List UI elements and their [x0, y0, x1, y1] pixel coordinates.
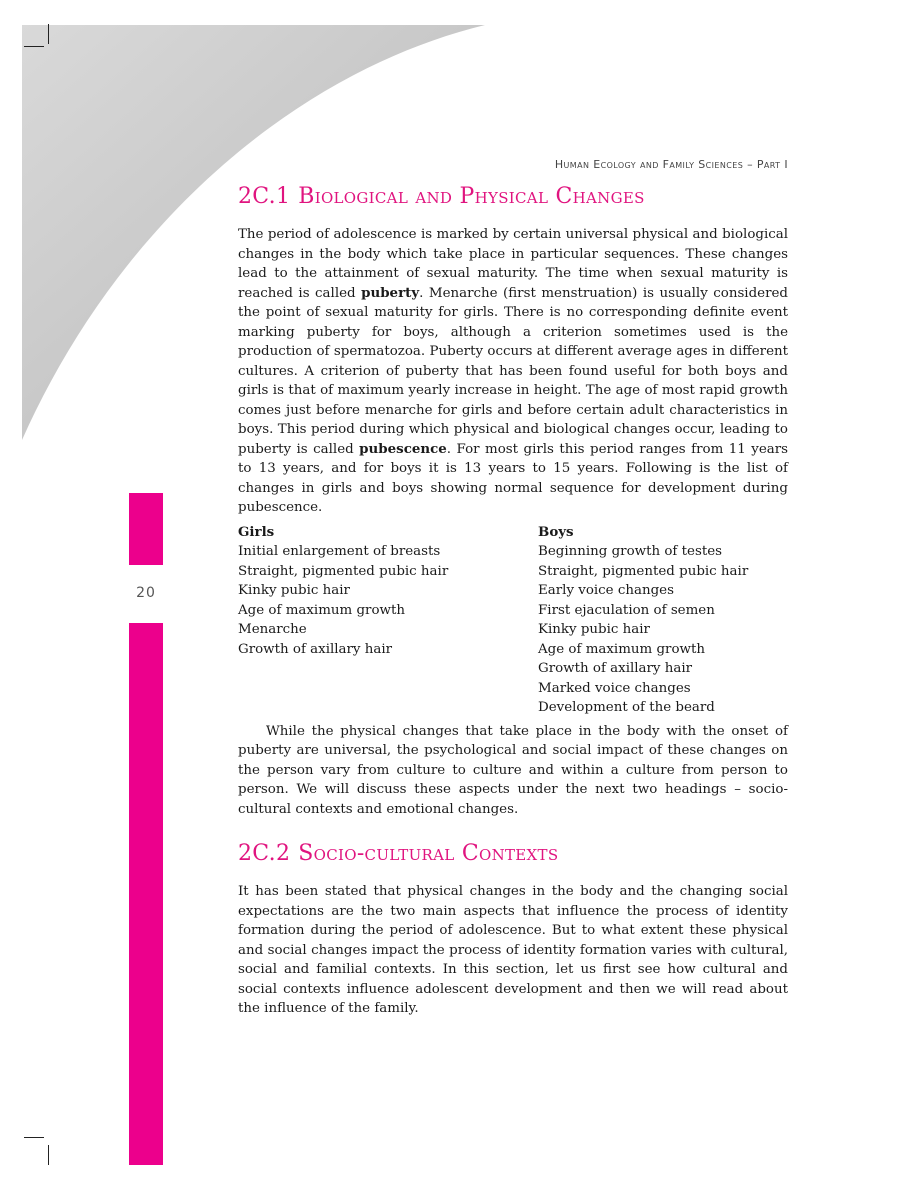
list-item: Straight, pigmented pubic hair — [238, 563, 449, 579]
list-item: Development of the beard — [538, 700, 715, 715]
body-paragraph: It has been stated that physical changes in the body and the changing social expectations are the two main aspects that influence the process of identity formation during the period of adolescence. But to what extent these physical and social changes impact the process of identity formation varies with cultural, social and familial contexts. In this section, let us first see how cultural and social contexts influence adolescent development and then we will read about the influence of the family. — [238, 884, 788, 1016]
pubescence-changes-lists — [238, 523, 788, 718]
crop-mark-top-left-v — [48, 24, 49, 44]
body-paragraph: While the physical changes that take place in the body with the onset of puberty are universal, the psychological and social impact of these changes on the person vary from culture to culture and within a culture from person to person. We will discuss these aspects under the next two headings – socio-cultural contexts and emotional changes. — [238, 723, 788, 817]
section-title: Socio-cultural Contexts — [298, 841, 559, 866]
key-term-pubescence: pubescence — [359, 440, 447, 457]
girls-list-heading: Girls — [238, 523, 275, 540]
page-number: 20 — [136, 585, 156, 601]
boys-list-heading: Boys — [538, 523, 574, 540]
running-head: Human Ecology and Family Sciences – Part I — [554, 158, 788, 171]
crop-mark-bottom-left-h — [24, 1137, 44, 1138]
crop-mark-top-left-h — [24, 46, 44, 47]
body-paragraph: The period of adolescence is marked by certain universal physical and biological changes in the body which take place in particular sequences. These changes lead to the attainment of sexual maturity. The time when sexual maturity is reached is called puberty. Menarche (first menstruation) is usually considered the point of sexual maturity for girls. There is no corresponding definite event marking puberty for boys, although a criterion sometimes used is the production of spermatozoa. Puberty occurs at different average ages in different cultures. A criterion of puberty that has been found useful for both boys and girls is that of maximum yearly increase in height. The age of most rapid growth comes just before menarche for girls and before certain adult characteristics in boys. This period during which physical and biological changes occur, leading to puberty is called pubescence. For most girls this period ranges from 11 years to 13 years, and for boys it is 13 years to 15 years. Following is the list of changes in girls and boys showing normal sequence for development during pubescence. — [238, 227, 788, 515]
girls-list — [238, 523, 538, 718]
list-item: Beginning growth of testes — [538, 544, 722, 559]
list-item: Straight, pigmented pubic hair — [538, 563, 749, 579]
list-item: Age of maximum growth — [538, 641, 705, 657]
margin-color-bar-lower — [129, 623, 163, 1165]
section-title: Biological and Physical Changes — [298, 184, 645, 209]
boys-list — [538, 523, 788, 718]
list-item: Kinky pubic hair — [538, 622, 650, 637]
list-item: Age of maximum growth — [238, 602, 405, 618]
crop-mark-bottom-left-v — [48, 1145, 49, 1165]
list-item: Menarche — [238, 622, 307, 637]
key-term-puberty: puberty — [361, 284, 420, 301]
section-number: 2C.2 — [238, 841, 291, 866]
section-heading-2 — [238, 841, 788, 866]
list-item: Marked voice changes — [538, 680, 691, 696]
margin-color-bar-upper — [129, 493, 163, 565]
list-item: Growth of axillary hair — [538, 661, 693, 676]
page-content — [238, 184, 788, 1019]
section-heading-1 — [238, 184, 788, 209]
list-item: Growth of axillary hair — [238, 641, 393, 657]
list-item: Early voice changes — [538, 583, 674, 598]
list-item: Initial enlargement of breasts — [238, 544, 441, 559]
list-item: Kinky pubic hair — [238, 583, 350, 598]
list-item: First ejaculation of semen — [538, 602, 715, 618]
section-number: 2C.1 — [238, 184, 291, 209]
